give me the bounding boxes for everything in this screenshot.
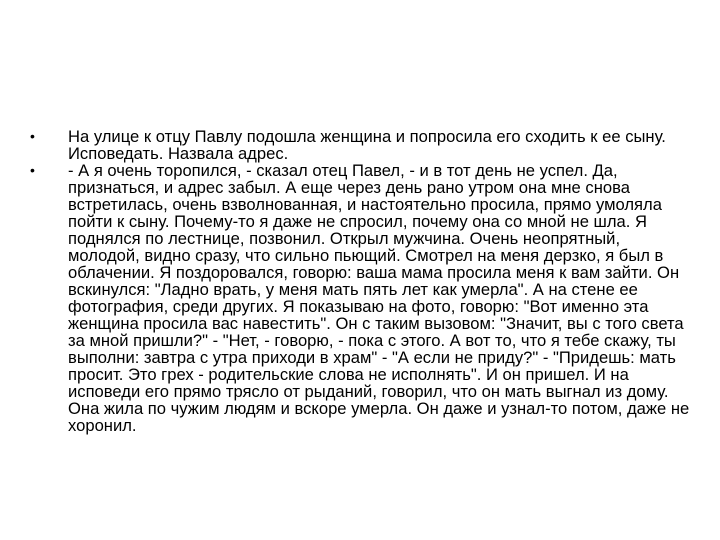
bullet-text: - А я очень торопился, - сказал отец Павел, - и в тот день не успел. Да, признаться, и адрес забыл. А еще через день рано утром она мне снова встретилась, очень взволнованная, и настоятельно просила, прямо умоляла пойти к сыну. Почему-то я даже не спросил, почему она со мной не шла. Я поднялся по лестнице, позвонил. Открыл мужчина. Очень неопрятный, молодой, видно сразу, что сильно пьющий. Смотрел на меня дерзко, я был в облачении. Я поздоровался, говорю: ваша мама просила меня к вам зайти. Он вскинулся: "Ладно врать, у меня мать пять лет как умерла". А на стене ее фотография, среди других. Я показываю на фото, говорю: "Вот именно эта женщина просила вас навестить". Он с таким вызовом: "Значит, вы с того света за мной пришли?" - "Нет, - говорю, - пока с этого. А вот то, что я тебе скажу, ты выполни: завтра с утра приходи в храм" - "А если не приду?" - "Придешь: мать просит. Это грех - родительские слова не исполнять". И он пришел. И на исповеди его прямо трясло от рыданий, говорил, что он мать выгнал из дому. Она жила по чужим людям и вскоре умерла. Он даже и узнал-то потом, даже не хоронил.: [68, 161, 690, 435]
bullet-item: [30, 128, 692, 162]
bullet-list: [30, 128, 692, 434]
bullet-text: На улице к отцу Павлу подошла женщина и попросила его сходить к ее сыну. Исповедать. Назвала адрес.: [68, 127, 666, 163]
bullet-item: [30, 162, 692, 434]
bullet-marker: •: [30, 162, 35, 178]
bullet-marker: •: [30, 128, 35, 144]
